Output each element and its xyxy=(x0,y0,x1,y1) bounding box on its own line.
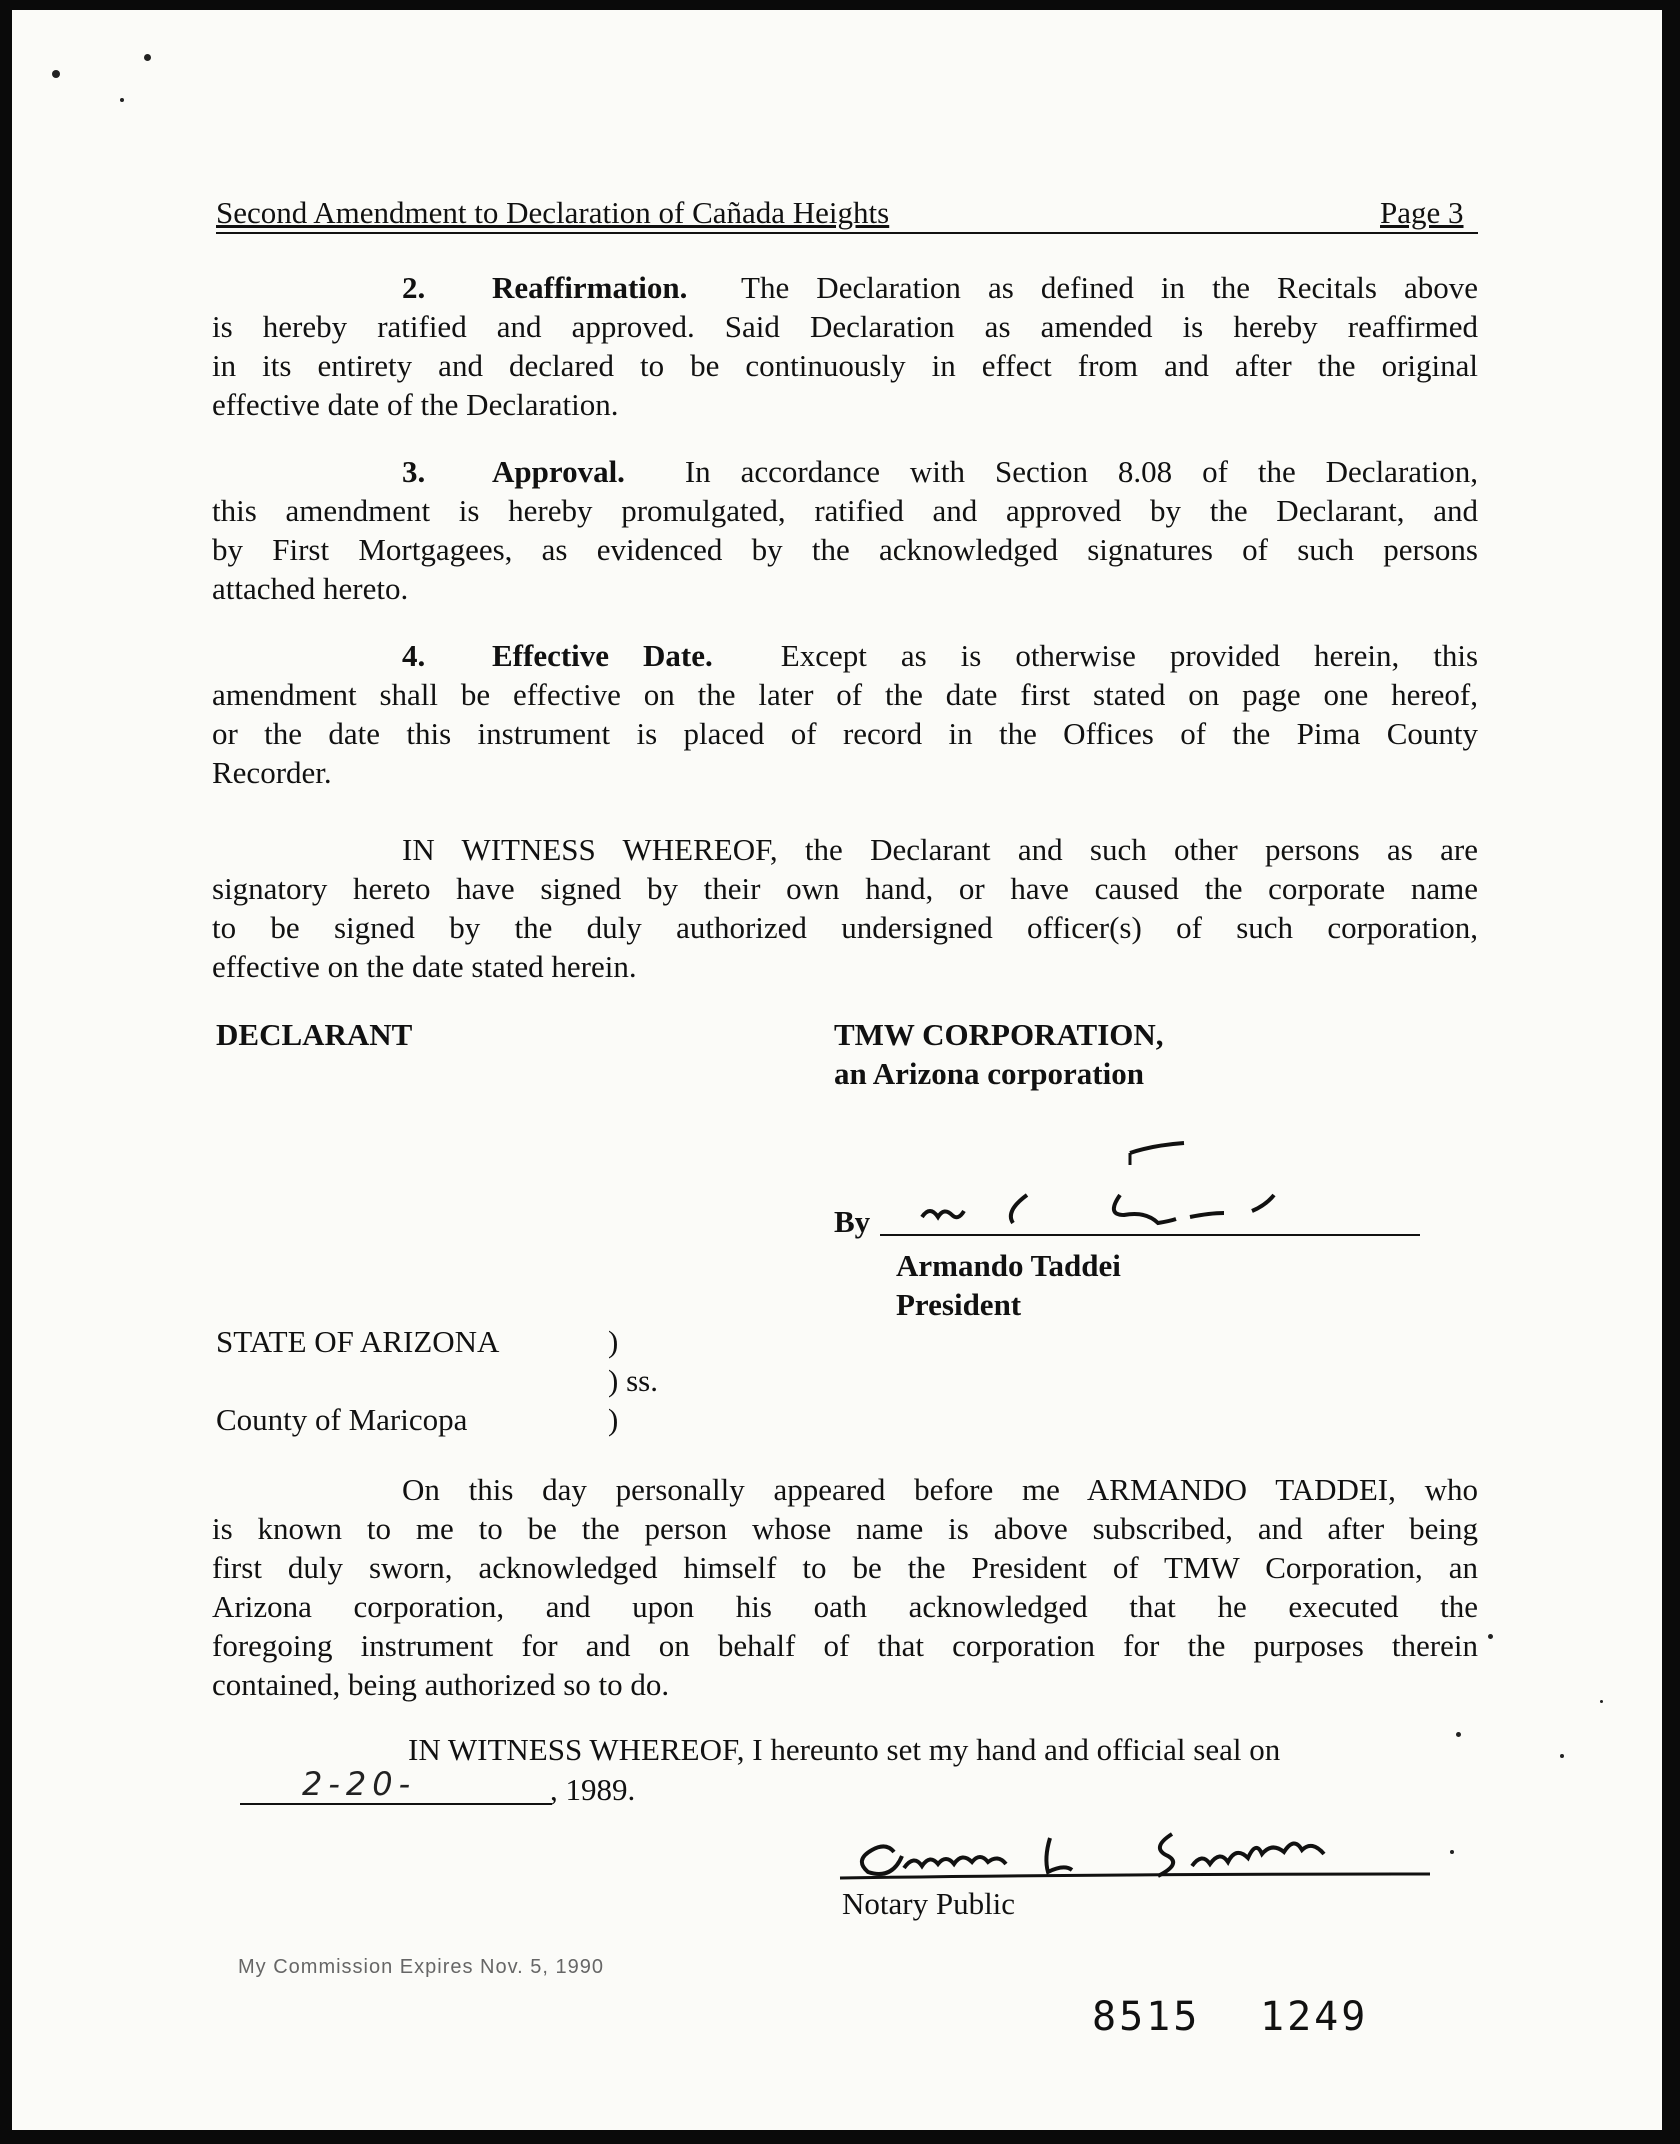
section-heading: Reaffirmation. xyxy=(492,270,688,305)
commission-expiration: My Commission Expires Nov. 5, 1990 xyxy=(238,1956,604,1978)
scan-speck xyxy=(1456,1732,1461,1737)
acknowledgment-paragraph: On this day personally appeared before me ARMANDO TADDEI, who is known to me to be the person whose name is above subscribed, and after being first duly sworn, acknowledged himself to be the President of TMW Corporation, an Arizona corporation, and upon his oath acknowledged that he executed the foregoing instrument for and on behalf of that corporation for the purposes therein contained, being authorized so to do. xyxy=(212,1472,1478,1702)
venue-state: STATE OF ARIZONA xyxy=(216,1324,500,1359)
scan-speck xyxy=(1600,1700,1603,1703)
date-line xyxy=(240,1803,552,1805)
venue-ss: ) ss. xyxy=(608,1363,658,1398)
header-rule xyxy=(216,232,1478,234)
notary-witness-line: IN WITNESS WHEREOF, I hereunto set my hand and official seal on xyxy=(408,1732,1281,1767)
venue-paren: ) xyxy=(608,1324,619,1359)
scan-speck xyxy=(1488,1634,1493,1639)
president-signature-icon xyxy=(892,1125,1352,1235)
section-effective-date: 4. Effective Date. Except as is otherwise provided herein, this amendment shall be effective on the later of the date first stated on page one hereof, or the date this instrument is placed of record in the Offices of the Pima County Recorder. xyxy=(212,638,1479,790)
scan-speck xyxy=(1450,1850,1454,1854)
document-title: Second Amendment to Declaration of Cañada Heights xyxy=(216,195,890,230)
signer-title: President xyxy=(896,1287,1022,1322)
company-description: an Arizona corporation xyxy=(834,1056,1144,1091)
docket-page: 1249 xyxy=(1260,1994,1369,2040)
section-heading: Approval. xyxy=(492,454,625,489)
scan-speck xyxy=(144,54,151,61)
handwritten-date: 2-20- xyxy=(302,1765,417,1803)
by-label: By xyxy=(834,1204,871,1239)
notary-year: , 1989. xyxy=(550,1772,636,1807)
section-number: 3. xyxy=(402,454,426,489)
company-name: TMW CORPORATION, xyxy=(834,1017,1164,1052)
section-number: 2. xyxy=(402,270,426,305)
venue-county: County of Maricopa xyxy=(216,1402,468,1437)
page-number: Page 3 xyxy=(1380,195,1464,230)
scan-speck xyxy=(1560,1754,1564,1758)
section-reaffirmation: 2. Reaffirmation. The Declaration as defined in the Recitals above is hereby ratified and approved. Said Declaration as amended is hereby reaffirmed in its entirety and declared to be continuously in effect from and after the original effective date of the Declaration. xyxy=(212,270,1478,422)
section-number: 4. xyxy=(402,638,426,673)
scan-speck xyxy=(52,70,60,78)
venue-paren: ) xyxy=(608,1402,619,1437)
document-page xyxy=(12,10,1662,2130)
signer-name: Armando Taddei xyxy=(896,1248,1121,1283)
docket-book: 8515 xyxy=(1092,1994,1201,2040)
scan-speck xyxy=(120,98,124,102)
notary-label: Notary Public xyxy=(842,1886,1016,1921)
witness-paragraph: IN WITNESS WHEREOF, the Declarant and such other persons as are signatory hereto have signed by their own hand, or have caused the corporate name to be signed by the duly authorized undersigned officer(s) of such corporation, effective on the date stated herein. xyxy=(212,832,1478,984)
section-approval: 3. Approval. In accordance with Section 8.08 of the Declaration, this amendment is hereby promulgated, ratified and approved by the Declarant, and by First Mortgagees, as evidenced by the acknowledged signatures of such persons attached hereto. xyxy=(212,454,1478,606)
declarant-label: DECLARANT xyxy=(216,1017,413,1052)
section-heading: Effective Date. xyxy=(492,638,713,673)
